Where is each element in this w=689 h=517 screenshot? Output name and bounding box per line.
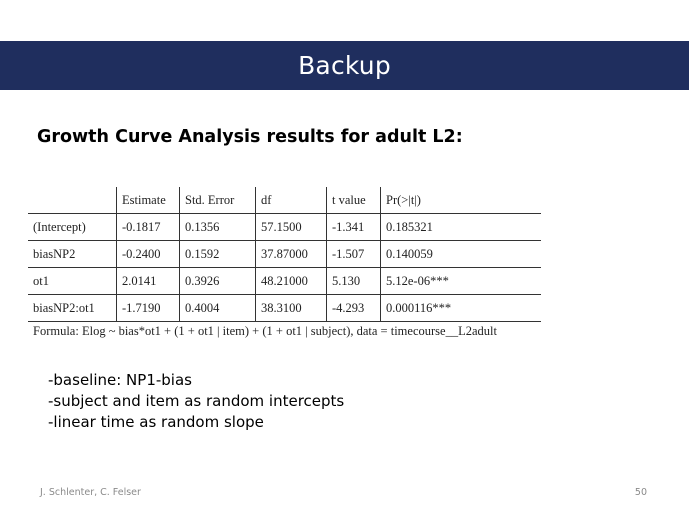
table-cell: 0.000116*** [381,295,542,322]
title-bar [0,41,689,90]
table-cell: biasNP2:ot1 [28,295,117,322]
slide-subtitle: Growth Curve Analysis results for adult L2: [37,127,463,147]
footer-authors: J. Schlenter, C. Felser [40,487,141,498]
header-cell: t value [327,187,381,214]
table-cell: 2.0141 [117,268,180,295]
table-row [28,214,541,241]
notes-list [48,370,344,433]
table-cell: 57.1500 [256,214,327,241]
table-cell: 0.4004 [180,295,256,322]
table-cell: 38.3100 [256,295,327,322]
header-cell: Pr(>|t|) [381,187,542,214]
table-cell: 0.3926 [180,268,256,295]
table-cell: -1.507 [327,241,381,268]
table-cell: biasNP2 [28,241,117,268]
note-item: -linear time as random slope [48,413,264,431]
header-cell: Estimate [117,187,180,214]
note-item: -subject and item as random intercepts [48,392,345,410]
table-cell: -0.1817 [117,214,180,241]
table-cell: -4.293 [327,295,381,322]
table-cell: 0.185321 [381,214,542,241]
table-cell: 5.12e-06*** [381,268,542,295]
header-cell: Std. Error [180,187,256,214]
note-item: -baseline: NP1-bias [48,371,192,389]
table-cell: 0.1592 [180,241,256,268]
table-cell: -1.341 [327,214,381,241]
slide-title: Backup [298,51,391,80]
table-row [28,241,541,268]
table-cell: 0.140059 [381,241,542,268]
table-header-row [28,187,541,214]
results-table [28,187,541,322]
header-cell: df [256,187,327,214]
page-number: 50 [634,487,647,498]
model-formula: Formula: Elog ~ bias*ot1 + (1 + ot1 | item) + (1 + ot1 | subject), data = timecourse__L2adult [33,324,497,338]
table-row [28,295,541,322]
header-cell [28,187,117,214]
table-cell: 5.130 [327,268,381,295]
table-cell: ot1 [28,268,117,295]
table-cell: -1.7190 [117,295,180,322]
table-row [28,268,541,295]
table-cell: (Intercept) [28,214,117,241]
table-cell: 0.1356 [180,214,256,241]
table-cell: 48.21000 [256,268,327,295]
table-cell: 37.87000 [256,241,327,268]
table-cell: -0.2400 [117,241,180,268]
